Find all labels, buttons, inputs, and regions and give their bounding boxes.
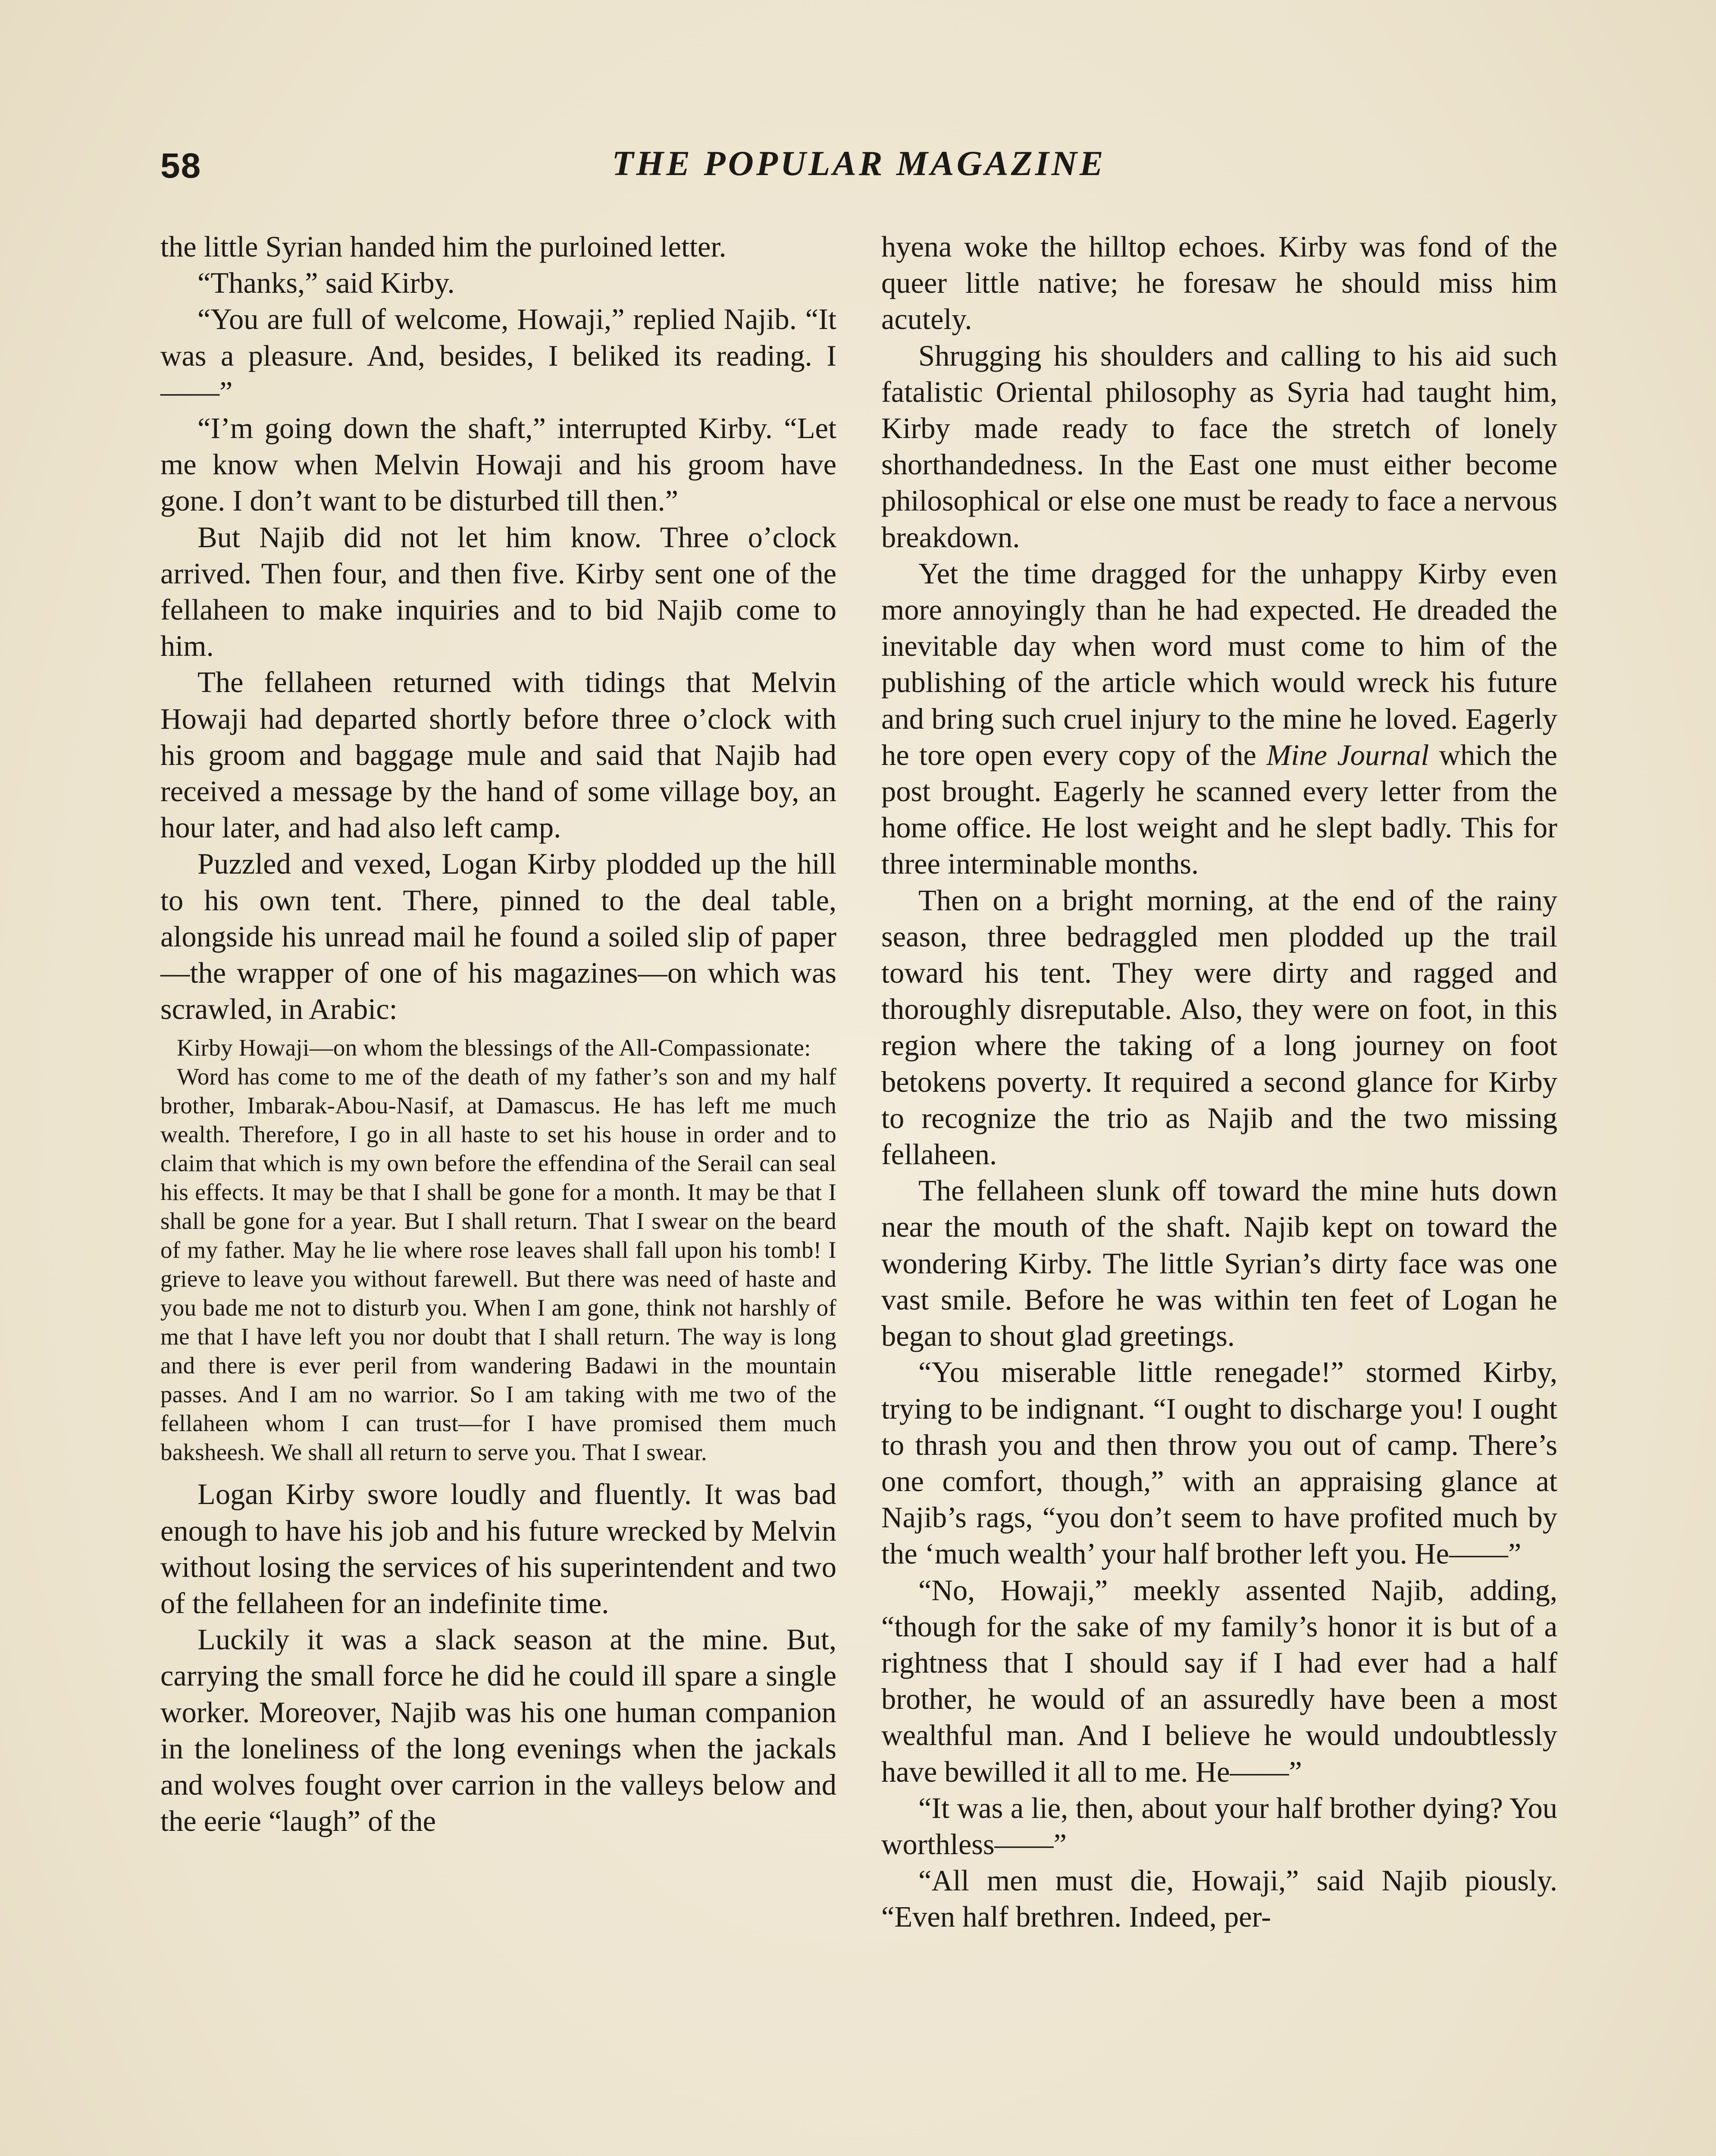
paragraph: the little Syrian handed him the purloined letter. (160, 230, 726, 263)
paragraph (881, 555, 1557, 882)
paragraph: “You miserable little renegade!” stormed Kirby, trying to be indignant. “I ought to discharge you! I ought to thrash you and then throw you out of camp. There’s one comfort, though,” with an appraising glance at Najib’s rags, “you don’t seem to have profited much by the ‘much wealth’ your half brother left you. He——” (881, 1356, 1557, 1570)
paragraph: But Najib did not let him know. Three o’clock arrived. Then four, and then five. Kirby sent one of the fellaheen to make inquiries and to bid Najib come to him. (160, 520, 836, 663)
right-column (881, 229, 1557, 1935)
paragraph: “You are full of welcome, Howaji,” replied Najib. “It was a pleasure. And, besides, I beliked its reading. I——” (160, 303, 836, 408)
paragraph: The fellaheen returned with tidings that Melvin Howaji had departed shortly before three o’clock with his groom and baggage mule and said that Najib had received a message by the hand of some village boy, an hour later, and had also left camp. (160, 666, 836, 844)
paragraph: The fellaheen slunk off toward the mine huts down near the mouth of the shaft. Najib kept on toward the wondering Kirby. The little Syrian’s dirty face was one vast smile. Before he was within ten feet of Logan he began to shout glad greetings. (881, 1174, 1557, 1353)
paragraph-text: Yet the time dragged for the unhappy Kirby even more annoyingly than he had expected. He dreaded the inevitable day when word must come to him of the publishing of the article which would wreck his future and bring such cruel injury to the mine he loved. Eagerly he tore open every copy of the (881, 557, 1557, 771)
letter-body: Word has come to me of the death of my father’s son and my half brother, Imbarak-Abou-Nasif, at Damascus. He has left me much wealth. Therefore, I go in all haste to set his house in order and to claim that which is my own before the effendina of the Serail can seal his effects. It may be that I shall be gone for a month. It may be that I shall be gone for a year. But I shall return. That I swear on the beard of my father. May he lie where rose leaves shall fall upon his tomb! I grieve to leave you without farewell. But there was need of haste and you bade me not to disturb you. When I am gone, think not harshly of me that I have left you nor doubt that I shall return. The way is long and there is ever peril from wandering Badawi in the mountain passes. And I am no warrior. So I am taking with me two of the fellaheen whom I can trust—for I have promised them much baksheesh. We shall all return to serve you. That I swear. (160, 1063, 836, 1466)
paragraph: hyena woke the hilltop echoes. Kirby was fond of the queer little native; he foresaw he should miss him acutely. (881, 230, 1557, 336)
paragraph: Logan Kirby swore loudly and fluently. It was bad enough to have his job and his future wrecked by Melvin without losing the services of his superintendent and two of the fellaheen for an indefinite time. (160, 1478, 836, 1620)
paragraph-text: which the post brought. Eagerly he scanned every letter from the home office. He lost weight and he slept badly. This for three interminable months. (881, 738, 1558, 881)
quoted-letter (160, 1033, 836, 1467)
journal-title: Mine Journal (1266, 738, 1429, 771)
paragraph: “It was a lie, then, about your half brother dying? You worthless——” (881, 1791, 1557, 1861)
paragraph: Luckily it was a slack season at the mine. But, carrying the small force he did he could ill spare a single worker. Moreover, Najib was his one human companion in the loneliness of the long evenings when the jackals and wolves fought over carrion in the valleys below and the eerie “laugh” of the (160, 1623, 836, 1838)
magazine-title: THE POPULAR MAGAZINE (612, 144, 1106, 183)
paragraph: “No, Howaji,” meekly assented Najib, adding, “though for the sake of my family’s honor it is but of a rightness that I should say if I had ever had a half brother, he would of an assuredly have been a most wealthful man. And I believe he would undoubtlessly have bewilled it all to me. He——” (881, 1573, 1557, 1788)
paragraph: “I’m going down the shaft,” interrupted Kirby. “Let me know when Melvin Howaji and his groom have gone. I don’t want to be disturbed till then.” (160, 412, 836, 517)
paragraph: Then on a bright morning, at the end of the rainy season, three bedraggled men plodded up the trail toward his tent. They were dirty and ragged and thoroughly disreputable. Also, they were on foot, in this region where the taking of a long journey on foot betokens poverty. It required a second glance for Kirby to recognize the trio as Najib and the two missing fellaheen. (881, 884, 1557, 1171)
page-header (160, 139, 1557, 204)
paragraph: “Thanks,” said Kirby. (197, 266, 455, 300)
paragraph: Shrugging his shoulders and calling to his aid such fatalistic Oriental philosophy as Syria had taught him, Kirby made ready to face the stretch of lonely shorthandedness. In the East one must either become philosophical or else one must be ready to face a nervous breakdown. (881, 339, 1557, 554)
paragraph: Puzzled and vexed, Logan Kirby plodded up the hill to his own tent. There, pinned to the deal table, alongside his unread mail he found a soiled slip of paper—the wrapper of one of his magazines—on which was scrawled, in Arabic: (160, 847, 836, 1026)
letter-salutation: Kirby Howaji—on whom the blessings of the All-Compassionate: (177, 1034, 811, 1061)
paragraph: “All men must die, Howaji,” said Najib piously. “Even half brethren. Indeed, per- (881, 1864, 1557, 1934)
left-column (160, 229, 836, 1839)
page-number: 58 (160, 146, 202, 185)
